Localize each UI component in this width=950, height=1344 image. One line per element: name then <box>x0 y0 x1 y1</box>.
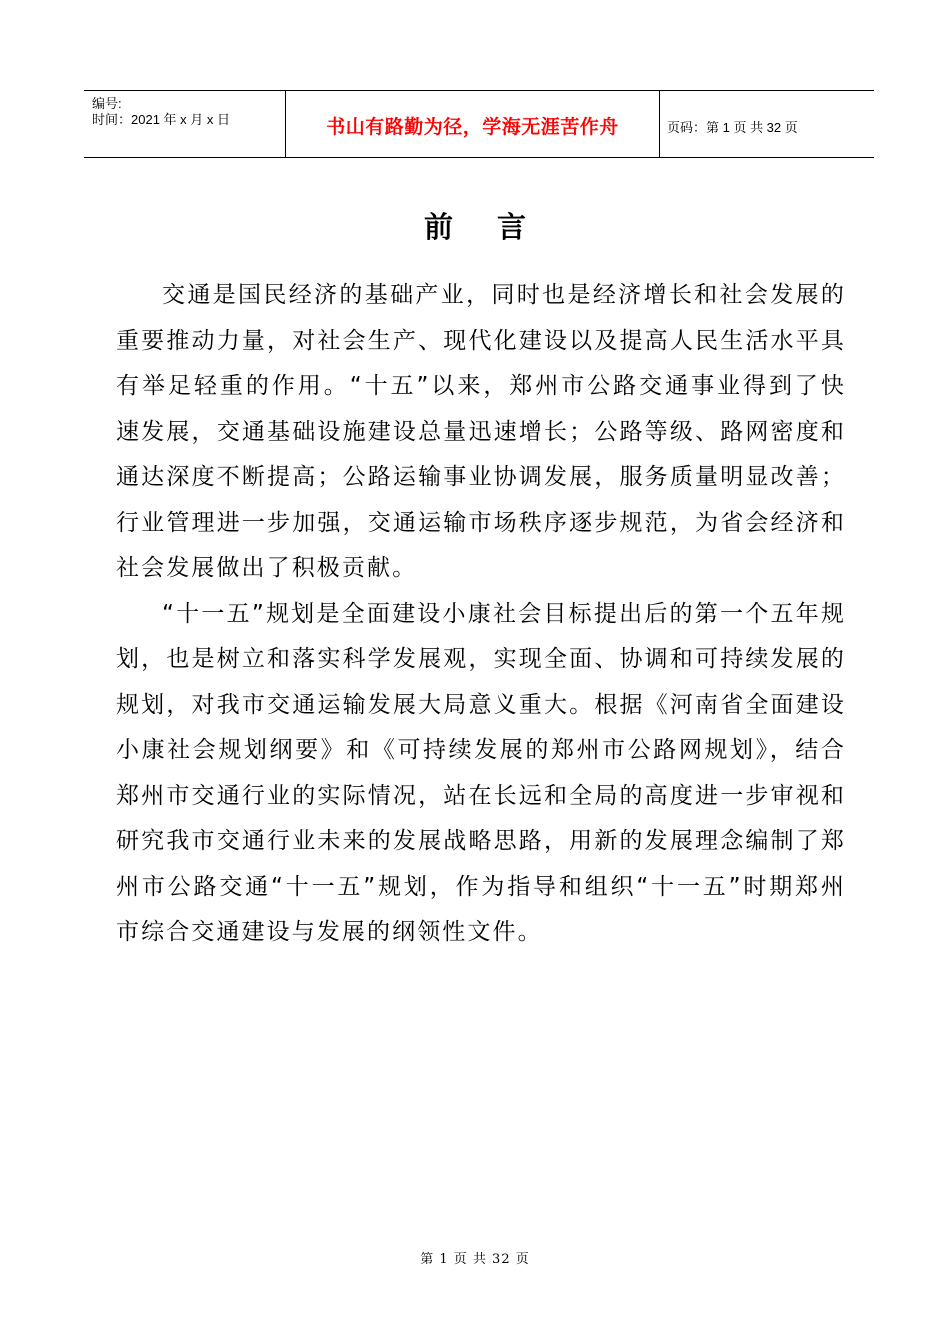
header-top-rule <box>84 90 874 91</box>
paragraph: “十一五”规划是全面建设小康社会目标提出后的第一个五年规划，也是树立和落实科学发展观，实现全面、协调和可持续发展的规划，对我市交通运输发展大局意义重大。根据《河南省全面建设小康社会规划纲要》和《可持续发展的郑州市公路网规划》，结合郑州市交通行业的实际情况，站在长远和全局的高度进一步审视和研究我市交通行业未来的发展战略思路，用新的发展理念编制了郑州市公路交通“十一五”规划，作为指导和组织“十一五”时期郑州市综合交通建设与发展的纲领性文件。 <box>116 600 846 945</box>
document-body <box>116 273 846 956</box>
page-footer: 第 1 页 共 32 页 <box>420 1252 530 1267</box>
paragraph: 交通是国民经济的基础产业，同时也是经济增长和社会发展的重要推动力量，对社会生产、现代化建设以及提高人民生活水平具有举足轻重的作用。“十五”以来，郑州市公路交通事业得到了快速发展，交通基础设施建设总量迅速增长；公路等级、路网密度和通达深度不断提高；公路运输事业协调发展，服务质量明显改善；行业管理进一步加强，交通运输市场秩序逐步规范，为省会经济和社会发展做出了积极贡献。 <box>116 282 846 581</box>
document-date: 时间：2021 年 x 月 x 日 <box>92 112 230 127</box>
document-title: 前言 <box>423 210 570 244</box>
header-bottom-rule <box>84 157 874 158</box>
header-page-info: 页码：第 1 页 共 32 页 <box>667 120 798 135</box>
header-motto: 书山有路勤为径，学海无涯苦作舟 <box>326 116 619 138</box>
document-number-label: 编号: <box>92 96 122 111</box>
header-divider-right <box>659 90 660 157</box>
header-meta <box>92 96 230 128</box>
